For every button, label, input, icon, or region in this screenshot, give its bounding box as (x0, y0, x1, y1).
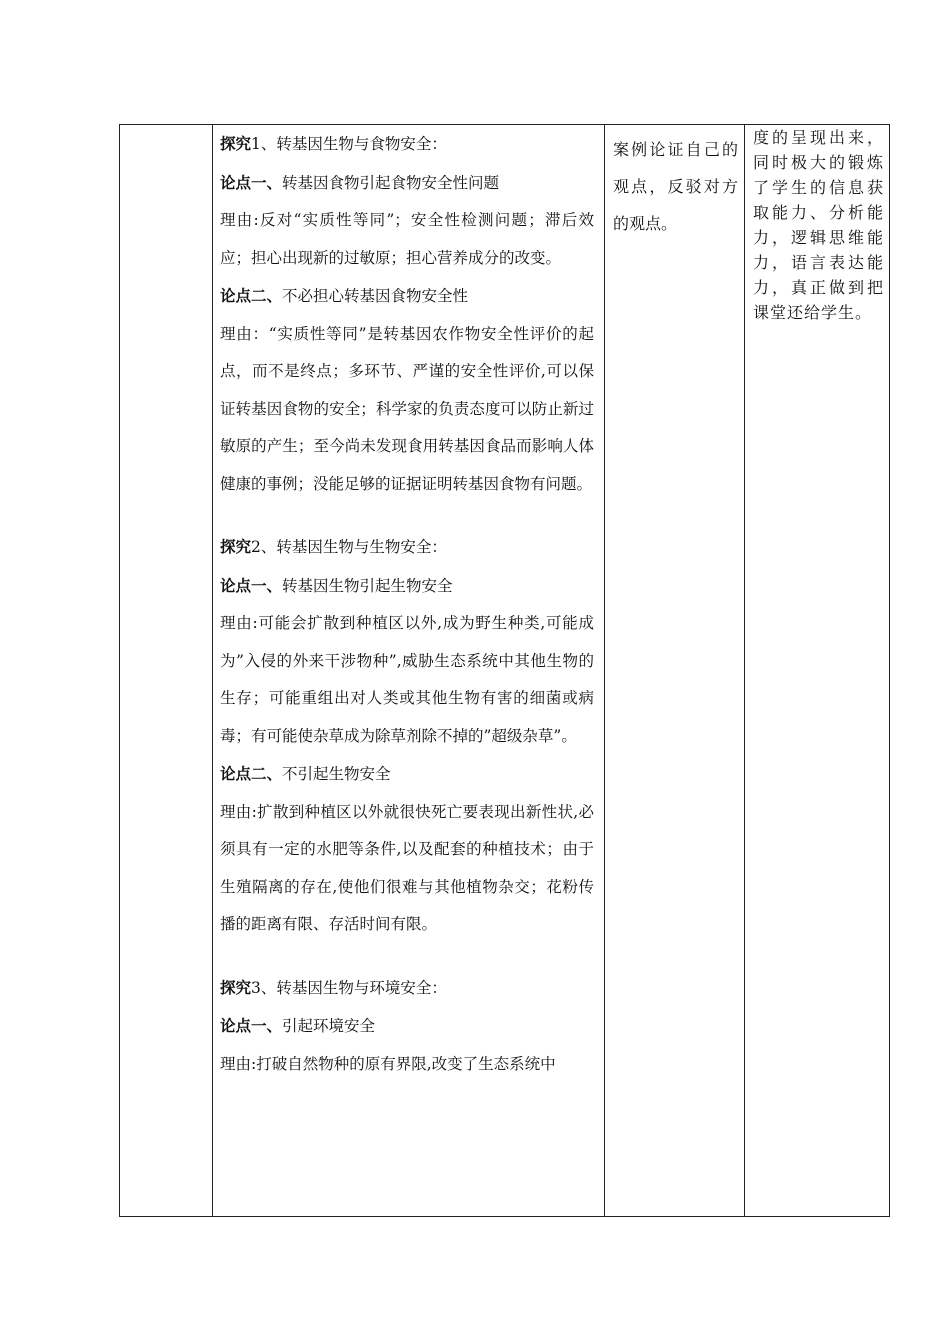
stage-column (120, 125, 212, 1216)
inquiry-1-reason-1: 理由:反对“实质性等同”；安全性检测问题；滞后效应；担心出现新的过敏原；担心营养成分的改变。 (220, 211, 594, 267)
purpose-column (744, 125, 890, 1216)
spacer (220, 503, 594, 528)
inquiry-1-argument-2: 论点二、不必担心转基因食物安全性 (220, 286, 469, 305)
purpose-text: 度的呈现出来，同时极大的锻炼了学生的信息获取能力、分析能力，逻辑思维能力，语言表达能力，真正做到把课堂还给学生。 (753, 128, 884, 322)
spacer (220, 944, 594, 969)
inquiry-1-heading: 探究1、转基因生物与食物安全： (220, 134, 447, 153)
inquiry-2-heading: 探究2、转基因生物与生物安全： (220, 537, 447, 556)
method-column (604, 125, 744, 1216)
inquiry-3-heading: 探究3、转基因生物与环境安全： (220, 977, 447, 997)
inquiry-2-reason-1: 理由:可能会扩散到种植区以外,成为野生种类,可能成为”入侵的外来干涉物种”,威胁生态系统中其他生物的生存；可能重组出对人类或其他生物有害的细菌或病毒；有可能使杂草成为除草剂除不掉的”超级杂草”。 (220, 614, 594, 745)
method-text: 案例论证自己的观点，反驳对方的观点。 (613, 140, 738, 233)
inquiry-2-argument-2: 论点二、不引起生物安全 (220, 764, 391, 783)
inquiry-1-argument-1: 论点一、转基因食物引起食物安全性问题 (220, 172, 500, 192)
inquiry-2-reason-2: 理由:扩散到种植区以外就很快死亡要表现出新性状,必须具有一定的水肥等条件,以及配套的种植技术；由于生殖隔离的存在,使他们很难与其他植物杂交；花粉传播的距离有限、存活时间有限。 (220, 802, 594, 933)
inquiry-1-reason-2: 理由：“实质性等同”是转基因农作物安全性评价的起点，而不是终点；多环节、严谨的安全性评价,可以保证转基因食物的安全；科学家的负责态度可以防止新过敏原的产生；至今尚未发现食用转基因食品而影响人体健康的事例；没能足够的证据证明转基因食物有问题。 (220, 324, 594, 493)
inquiry-2-argument-1: 论点一、转基因生物引起生物安全 (220, 575, 453, 595)
inquiry-3-argument-1: 论点一、引起环境安全 (220, 1016, 376, 1035)
lesson-table (119, 124, 890, 1217)
inquiry-3-reason-1: 理由:打破自然物种的原有界限,改变了生态系统中 (220, 1054, 556, 1073)
activity-column (212, 125, 604, 1216)
